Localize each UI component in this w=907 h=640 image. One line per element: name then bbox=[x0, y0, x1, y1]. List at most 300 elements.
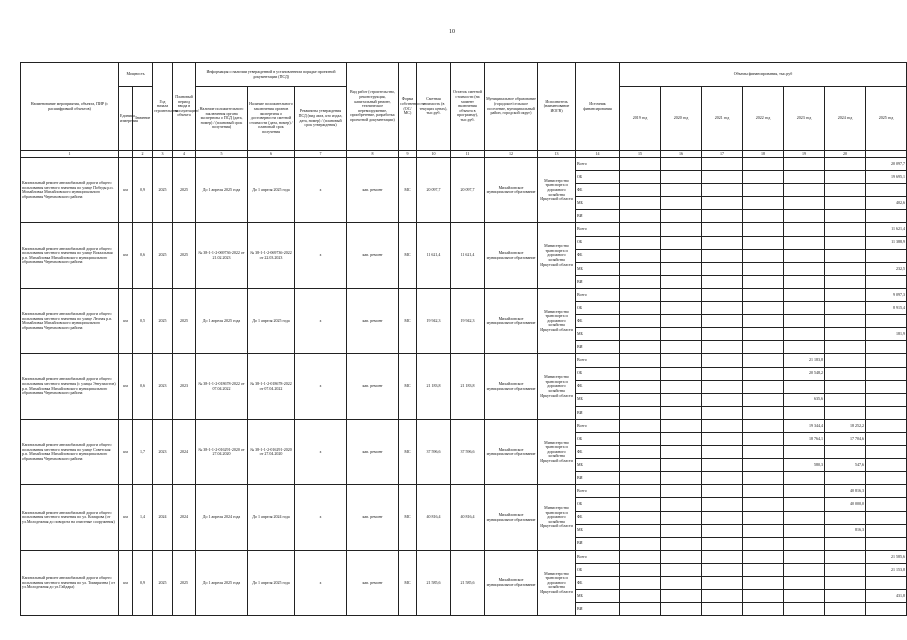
row-executor: Министерство транспорта и дорожного хозяйства Иркутской области bbox=[538, 354, 576, 419]
fin-source-label: ВИ bbox=[576, 406, 620, 419]
fin-value bbox=[825, 197, 866, 210]
row-ownership: МС bbox=[399, 158, 417, 223]
fin-value bbox=[784, 550, 825, 563]
row-work-type: кап. ремонт bbox=[347, 223, 399, 288]
fin-value bbox=[620, 328, 661, 341]
page-number: 10 bbox=[449, 29, 455, 35]
row-approval: х bbox=[295, 550, 347, 615]
header-value: Значение bbox=[133, 87, 153, 151]
row-expertise: До 1 апреля 2025 года bbox=[196, 288, 248, 353]
fin-value bbox=[661, 524, 702, 537]
header-ownership: Форма собственности (ОС/ МС) bbox=[399, 63, 417, 151]
header-year: 2019 год bbox=[620, 87, 661, 151]
row-year-plan: 2023 bbox=[173, 354, 196, 419]
fin-value bbox=[743, 524, 784, 537]
fin-value bbox=[866, 341, 907, 354]
fin-value: 20 097,7 bbox=[866, 158, 907, 171]
row-approval: х bbox=[295, 354, 347, 419]
fin-value bbox=[702, 419, 743, 432]
fin-value bbox=[866, 511, 907, 524]
row-cost: 20 097,7 bbox=[417, 158, 451, 223]
fin-value: 431,8 bbox=[866, 590, 907, 603]
fin-value bbox=[620, 472, 661, 485]
header-expertise: Наличие положительного заключения органа экспертизы о ПСД (дата, номер) / (плановый срок получения) bbox=[196, 87, 248, 151]
fin-value bbox=[620, 367, 661, 380]
fin-value bbox=[825, 563, 866, 576]
column-number: 17 bbox=[702, 151, 743, 158]
fin-value bbox=[661, 577, 702, 590]
fin-value bbox=[702, 328, 743, 341]
fin-value bbox=[702, 432, 743, 445]
fin-value bbox=[661, 406, 702, 419]
fin-value bbox=[702, 210, 743, 223]
fin-value bbox=[620, 380, 661, 393]
fin-value bbox=[620, 262, 661, 275]
fin-value bbox=[825, 550, 866, 563]
row-ownership: МС bbox=[399, 288, 417, 353]
fin-value bbox=[784, 577, 825, 590]
fin-value bbox=[661, 511, 702, 524]
column-number: 4 bbox=[173, 151, 196, 158]
fin-value bbox=[866, 380, 907, 393]
table-row bbox=[21, 288, 907, 301]
header-cost: Сметная стоимость (в текущих ценах), тыс.руб. bbox=[417, 63, 451, 151]
fin-value bbox=[702, 498, 743, 511]
row-expertise: № 38-1-1-2-069736-2022 от 21.02.2023 bbox=[196, 223, 248, 288]
fin-value bbox=[825, 236, 866, 249]
fin-value bbox=[784, 406, 825, 419]
table-body bbox=[21, 158, 907, 616]
fin-source-label: ОБ bbox=[576, 171, 620, 184]
fin-source-label: МБ bbox=[576, 262, 620, 275]
row-name: Капитальный ремонт автомобильной дороги общего пользования местного значения по ул. Тимирязева ( от ул.Молодежная до ул.Гайдара) bbox=[21, 550, 119, 615]
fin-value bbox=[661, 158, 702, 171]
fin-value bbox=[620, 537, 661, 550]
header-year: 2025 год bbox=[866, 87, 907, 151]
fin-value: 9 097,3 bbox=[866, 288, 907, 301]
fin-value bbox=[661, 603, 702, 616]
row-value: 0,9 bbox=[133, 550, 153, 615]
fin-value bbox=[743, 603, 784, 616]
fin-value bbox=[743, 223, 784, 236]
fin-value: 816,3 bbox=[825, 524, 866, 537]
fin-value bbox=[661, 341, 702, 354]
fin-value bbox=[784, 275, 825, 288]
fin-value bbox=[866, 354, 907, 367]
fin-value: 17 704,6 bbox=[825, 432, 866, 445]
fin-value bbox=[743, 419, 784, 432]
fin-value bbox=[620, 302, 661, 315]
column-number: 5 bbox=[196, 151, 248, 158]
fin-value bbox=[866, 459, 907, 472]
fin-value bbox=[661, 328, 702, 341]
fin-value bbox=[661, 249, 702, 262]
fin-source-label: ОБ bbox=[576, 367, 620, 380]
fin-value bbox=[702, 171, 743, 184]
fin-value bbox=[784, 288, 825, 301]
fin-value bbox=[661, 419, 702, 432]
fin-value bbox=[825, 472, 866, 485]
fin-value bbox=[702, 577, 743, 590]
fin-value bbox=[661, 446, 702, 459]
fin-value bbox=[866, 184, 907, 197]
fin-value bbox=[784, 328, 825, 341]
row-value: 1,7 bbox=[133, 419, 153, 484]
fin-value bbox=[702, 511, 743, 524]
fin-value bbox=[620, 197, 661, 210]
fin-value bbox=[784, 197, 825, 210]
row-year-plan: 2025 bbox=[173, 158, 196, 223]
row-estimate: № 38-1-1-2-018678-2022 от 07.04.2022 bbox=[248, 354, 295, 419]
header-fin-volume: Объемы финансирования, тыс.руб bbox=[620, 63, 907, 87]
row-year-start: 2025 bbox=[153, 223, 173, 288]
row-estimate: До 1 апреля 2024 года bbox=[248, 485, 295, 550]
fin-value bbox=[743, 158, 784, 171]
fin-value bbox=[702, 184, 743, 197]
row-municipality: Михайловское муниципальное образование bbox=[485, 485, 538, 550]
row-unit: км bbox=[119, 288, 133, 353]
fin-value bbox=[866, 249, 907, 262]
fin-value bbox=[620, 524, 661, 537]
row-remaining: 11 621,4 bbox=[451, 223, 485, 288]
column-number: 11 bbox=[451, 151, 485, 158]
column-number: 12 bbox=[485, 151, 538, 158]
fin-value bbox=[743, 406, 784, 419]
fin-value bbox=[743, 367, 784, 380]
row-year-start: 2025 bbox=[153, 550, 173, 615]
fin-value bbox=[825, 590, 866, 603]
fin-value bbox=[620, 171, 661, 184]
fin-source-label: ОБ bbox=[576, 563, 620, 576]
fin-value bbox=[784, 590, 825, 603]
fin-value bbox=[661, 171, 702, 184]
fin-value bbox=[702, 393, 743, 406]
header-year: 2023 год bbox=[784, 87, 825, 151]
fin-value bbox=[620, 419, 661, 432]
fin-value: 8 915,4 bbox=[866, 302, 907, 315]
header-executor: Исполнитель (наименование ИОГВ) bbox=[538, 63, 576, 151]
fin-value bbox=[702, 354, 743, 367]
fin-value bbox=[825, 341, 866, 354]
fin-value bbox=[784, 498, 825, 511]
fin-value bbox=[866, 524, 907, 537]
column-number: 7 bbox=[295, 151, 347, 158]
fin-source-label: ФБ bbox=[576, 184, 620, 197]
column-number: 14 bbox=[576, 151, 620, 158]
row-executor: Министерство транспорта и дорожного хозяйства Иркутской области bbox=[538, 419, 576, 484]
fin-value bbox=[743, 184, 784, 197]
row-cost: 11 621,4 bbox=[417, 223, 451, 288]
fin-source-label: ВИ bbox=[576, 275, 620, 288]
fin-value bbox=[702, 563, 743, 576]
program-table bbox=[20, 62, 907, 616]
fin-value: 635,6 bbox=[784, 393, 825, 406]
fin-value bbox=[866, 577, 907, 590]
fin-value bbox=[743, 302, 784, 315]
fin-source-label: ВИ bbox=[576, 341, 620, 354]
fin-value bbox=[620, 236, 661, 249]
fin-value bbox=[702, 236, 743, 249]
fin-source-label: Всего bbox=[576, 485, 620, 498]
table-row bbox=[21, 354, 907, 367]
fin-value bbox=[784, 236, 825, 249]
fin-value bbox=[825, 511, 866, 524]
fin-value bbox=[866, 393, 907, 406]
row-unit: км bbox=[119, 419, 133, 484]
row-estimate: До 1 апреля 2025 года bbox=[248, 550, 295, 615]
fin-value bbox=[743, 393, 784, 406]
fin-value bbox=[784, 524, 825, 537]
row-year-plan: 2025 bbox=[173, 223, 196, 288]
fin-value bbox=[743, 472, 784, 485]
row-estimate: До 1 апреля 2025 года bbox=[248, 288, 295, 353]
column-number: 18 bbox=[743, 151, 784, 158]
fin-value bbox=[825, 288, 866, 301]
fin-value: 181,9 bbox=[866, 328, 907, 341]
row-cost: 37 596,6 bbox=[417, 419, 451, 484]
row-unit: км bbox=[119, 485, 133, 550]
row-ownership: МС bbox=[399, 419, 417, 484]
fin-value bbox=[743, 210, 784, 223]
row-work-type: кап. ремонт bbox=[347, 550, 399, 615]
fin-value: 402,6 bbox=[866, 197, 907, 210]
header-municipality: Муниципальное образование (городское/сельское поселение, муниципальный район, городской округ) bbox=[485, 63, 538, 151]
column-number-row bbox=[21, 151, 907, 158]
fin-value bbox=[825, 249, 866, 262]
fin-value bbox=[743, 511, 784, 524]
fin-value bbox=[702, 341, 743, 354]
fin-value bbox=[866, 367, 907, 380]
row-municipality: Михайловское муниципальное образование bbox=[485, 419, 538, 484]
table-row bbox=[21, 223, 907, 236]
fin-value bbox=[866, 432, 907, 445]
fin-value bbox=[620, 184, 661, 197]
header-year: 2022 год bbox=[743, 87, 784, 151]
row-executor: Министерство транспорта и дорожного хозяйства Иркутской области bbox=[538, 223, 576, 288]
fin-value bbox=[620, 315, 661, 328]
row-executor: Министерство транспорта и дорожного хозяйства Иркутской области bbox=[538, 288, 576, 353]
fin-source-label: ФБ bbox=[576, 249, 620, 262]
fin-value bbox=[702, 288, 743, 301]
row-approval: х bbox=[295, 485, 347, 550]
row-name: Капитальный ремонт автомобильной дороги общего пользования местного значения по улице Советская р.п. Михайловка Михайловского муниципального образования Черемховского района bbox=[21, 419, 119, 484]
row-year-plan: 2025 bbox=[173, 288, 196, 353]
fin-value bbox=[620, 341, 661, 354]
fin-source-label: МБ bbox=[576, 328, 620, 341]
fin-value bbox=[620, 223, 661, 236]
fin-value bbox=[620, 446, 661, 459]
fin-value bbox=[661, 472, 702, 485]
fin-value bbox=[743, 341, 784, 354]
fin-value bbox=[661, 485, 702, 498]
fin-value: 11 388,9 bbox=[866, 236, 907, 249]
header-work-type: Вид работ (строительство, реконструкция, капитальный ремонт, техническое перевооружение, приобретение, разработка проектной документации) bbox=[347, 63, 399, 151]
row-remaining: 21 183,8 bbox=[451, 354, 485, 419]
row-work-type: кап. ремонт bbox=[347, 158, 399, 223]
fin-value bbox=[825, 171, 866, 184]
row-expertise: До 1 апреля 2025 года bbox=[196, 158, 248, 223]
fin-source-label: ВИ bbox=[576, 537, 620, 550]
header-remaining: Остаток сметной стоимости (на момент включения объекта в программу), тыс.руб. bbox=[451, 63, 485, 151]
row-year-plan: 2024 bbox=[173, 419, 196, 484]
fin-value bbox=[702, 315, 743, 328]
row-municipality: Михайловское муниципальное образование bbox=[485, 550, 538, 615]
row-remaining: 37 596,6 bbox=[451, 419, 485, 484]
fin-value bbox=[661, 550, 702, 563]
header-unit: Единица измерения bbox=[119, 87, 133, 151]
column-number: 16 bbox=[661, 151, 702, 158]
row-municipality: Михайловское муниципальное образование bbox=[485, 354, 538, 419]
row-estimate: До 1 апреля 2025 года bbox=[248, 158, 295, 223]
fin-value bbox=[743, 537, 784, 550]
fin-source-label: ФБ bbox=[576, 511, 620, 524]
row-unit: км bbox=[119, 550, 133, 615]
fin-value bbox=[661, 288, 702, 301]
column-number bbox=[866, 151, 907, 158]
fin-value bbox=[743, 446, 784, 459]
row-ownership: МС bbox=[399, 550, 417, 615]
fin-source-label: ОБ bbox=[576, 302, 620, 315]
fin-source-label: ОБ bbox=[576, 498, 620, 511]
row-year-start: 2025 bbox=[153, 288, 173, 353]
fin-value bbox=[661, 315, 702, 328]
fin-value bbox=[743, 498, 784, 511]
fin-value bbox=[743, 249, 784, 262]
column-number: 10 bbox=[417, 151, 451, 158]
fin-value bbox=[620, 577, 661, 590]
fin-value bbox=[784, 485, 825, 498]
fin-value bbox=[825, 315, 866, 328]
row-ownership: МС bbox=[399, 485, 417, 550]
header-docs-group: Информация о наличии утвержденной в установленном порядке проектной документации (ПСД) bbox=[196, 63, 347, 87]
fin-value bbox=[825, 262, 866, 275]
row-executor: Министерство транспорта и дорожного хозяйства Иркутской области bbox=[538, 158, 576, 223]
fin-value bbox=[702, 590, 743, 603]
row-year-start: 2025 bbox=[153, 158, 173, 223]
row-value: 1,4 bbox=[133, 485, 153, 550]
fin-value bbox=[620, 511, 661, 524]
fin-value bbox=[661, 302, 702, 315]
row-work-type: кап. ремонт bbox=[347, 288, 399, 353]
row-name: Капитальный ремонт автомобильной дороги общего пользования местного значения (с улицы Энтузиастов) р.п. Михайловка Михайловского муниципального образования Черемховского района bbox=[21, 354, 119, 419]
row-approval: х bbox=[295, 419, 347, 484]
fin-value bbox=[825, 210, 866, 223]
fin-value bbox=[702, 197, 743, 210]
fin-value: 580,3 bbox=[784, 459, 825, 472]
fin-value bbox=[866, 406, 907, 419]
fin-source-label: Всего bbox=[576, 550, 620, 563]
fin-value bbox=[702, 302, 743, 315]
column-number: 19 bbox=[784, 151, 825, 158]
fin-value bbox=[702, 446, 743, 459]
fin-value bbox=[784, 223, 825, 236]
header-estimate: Наличие положительного заключения органов экспертизы о достоверности сметной стоимости (дата, номер) / плановый срок получения bbox=[248, 87, 295, 151]
fin-value bbox=[784, 249, 825, 262]
fin-value bbox=[866, 537, 907, 550]
row-remaining: 19 942,3 bbox=[451, 288, 485, 353]
row-expertise: № 38-1-1-2-018678-2022 от 07.04.2022 bbox=[196, 354, 248, 419]
row-municipality: Михайловское муниципальное образование bbox=[485, 288, 538, 353]
fin-value: 19 695,1 bbox=[866, 171, 907, 184]
header-year: 2020 год bbox=[661, 87, 702, 151]
row-expertise: До 1 апреля 2025 года bbox=[196, 550, 248, 615]
fin-value bbox=[825, 446, 866, 459]
column-number: 3 bbox=[153, 151, 173, 158]
column-number: 13 bbox=[538, 151, 576, 158]
row-value: 0,5 bbox=[133, 288, 153, 353]
fin-value bbox=[784, 446, 825, 459]
fin-value bbox=[866, 472, 907, 485]
fin-value bbox=[661, 563, 702, 576]
fin-value bbox=[661, 432, 702, 445]
fin-value bbox=[702, 262, 743, 275]
fin-value bbox=[620, 550, 661, 563]
fin-value bbox=[743, 459, 784, 472]
fin-value bbox=[866, 275, 907, 288]
row-executor: Министерство транспорта и дорожного хозяйства Иркутской области bbox=[538, 485, 576, 550]
row-unit: км bbox=[119, 158, 133, 223]
fin-value bbox=[825, 302, 866, 315]
fin-value bbox=[866, 603, 907, 616]
fin-source-label: ФБ bbox=[576, 315, 620, 328]
fin-value bbox=[784, 315, 825, 328]
fin-source-label: ВИ bbox=[576, 472, 620, 485]
row-expertise: До 1 апреля 2024 года bbox=[196, 485, 248, 550]
row-work-type: кап. ремонт bbox=[347, 354, 399, 419]
fin-value bbox=[702, 537, 743, 550]
header-year: 2024 год bbox=[825, 87, 866, 151]
fin-value bbox=[620, 275, 661, 288]
row-executor: Министерство транспорта и дорожного хозяйства Иркутской области bbox=[538, 550, 576, 615]
fin-value bbox=[620, 288, 661, 301]
row-work-type: кап. ремонт bbox=[347, 485, 399, 550]
header-name: Наименование мероприятия, объекта, ПИР (с расшифровкой объектов) bbox=[21, 63, 119, 151]
fin-value: 18 764,1 bbox=[784, 432, 825, 445]
fin-value bbox=[620, 406, 661, 419]
fin-value bbox=[620, 498, 661, 511]
row-name: Капитальный ремонт автомобильной дороги общего пользования местного значения по улице Победы р.п. Михайловка Михайловского муниципального образования Черемховского района bbox=[21, 158, 119, 223]
fin-value: 547,6 bbox=[825, 459, 866, 472]
fin-value bbox=[702, 223, 743, 236]
fin-value bbox=[784, 210, 825, 223]
fin-value bbox=[702, 485, 743, 498]
column-number: 9 bbox=[399, 151, 417, 158]
fin-source-label: МБ bbox=[576, 459, 620, 472]
fin-value bbox=[825, 328, 866, 341]
fin-value bbox=[825, 367, 866, 380]
fin-value bbox=[661, 223, 702, 236]
fin-value bbox=[825, 223, 866, 236]
table-row bbox=[21, 485, 907, 498]
fin-value: 232,5 bbox=[866, 262, 907, 275]
fin-value: 21 585,6 bbox=[866, 550, 907, 563]
fin-value bbox=[825, 158, 866, 171]
fin-value bbox=[702, 603, 743, 616]
fin-value bbox=[825, 603, 866, 616]
fin-value bbox=[702, 249, 743, 262]
row-name: Капитальный ремонт автомобильной дороги общего пользования местного значения по улице Лесная р.п. Михайловка Михайловского муниципального образования Черемховского района bbox=[21, 288, 119, 353]
column-number: 6 bbox=[248, 151, 295, 158]
fin-value bbox=[620, 210, 661, 223]
fin-value bbox=[743, 354, 784, 367]
row-remaining: 40 816,4 bbox=[451, 485, 485, 550]
fin-value bbox=[743, 171, 784, 184]
row-cost: 19 942,3 bbox=[417, 288, 451, 353]
fin-value bbox=[784, 563, 825, 576]
fin-source-label: МБ bbox=[576, 197, 620, 210]
fin-source-label: ФБ bbox=[576, 577, 620, 590]
fin-value bbox=[743, 275, 784, 288]
